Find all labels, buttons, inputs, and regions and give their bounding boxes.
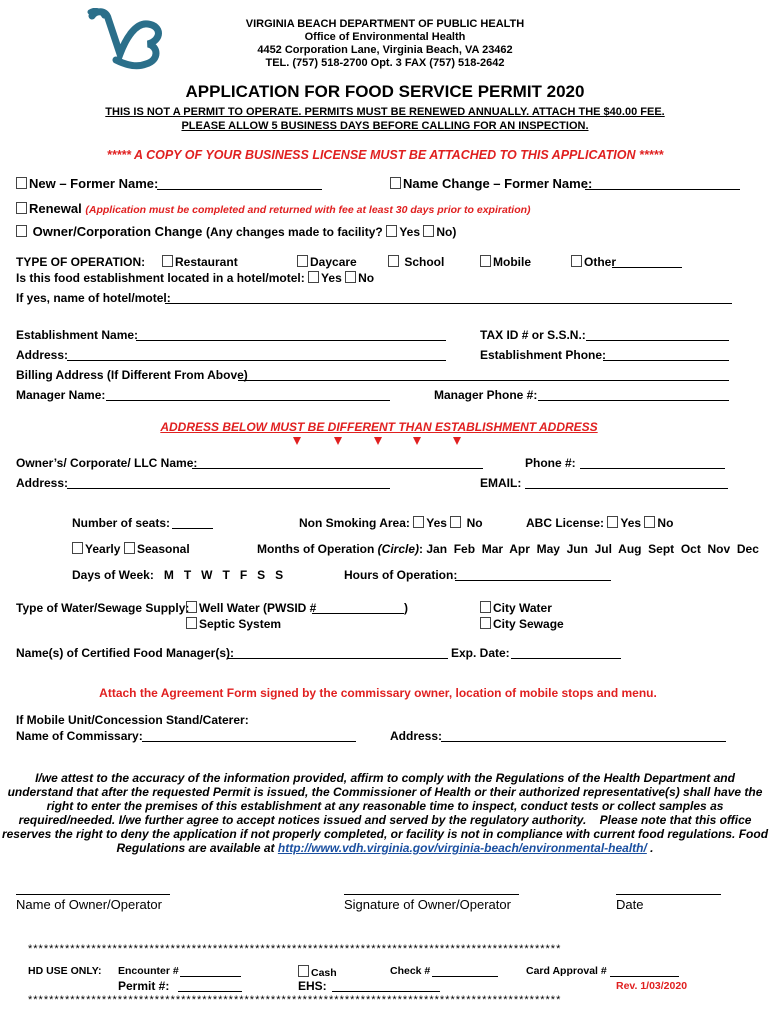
attach-agreement-notice: Attach the Agreement Form signed by the commissary owner, location of mobile stops and menu.: [99, 686, 657, 700]
facility-change-yes-checkbox[interactable]: [386, 225, 397, 237]
name-change-label: Name Change – Former Name:: [390, 176, 592, 191]
notice-inspection: PLEASE ALLOW 5 BUSINESS DAYS BEFORE CALLING FOR AN INSPECTION.: [181, 120, 589, 132]
renewal-label: Renewal (Application must be completed and returned with fee at least 30 days prior to expiration): [16, 201, 531, 216]
address-below-notice: ADDRESS BELOW MUST BE DIFFERENT THAN ESTABLISHMENT ADDRESS: [160, 420, 598, 434]
tax-id-field[interactable]: [586, 340, 729, 341]
establishment-name-label: Establishment Name:: [16, 328, 139, 342]
owner-name-caption: Name of Owner/Operator: [16, 897, 162, 912]
city-sewage-option[interactable]: City Sewage: [480, 617, 564, 631]
hd-use-label: HD USE ONLY:: [28, 965, 102, 977]
owner-address-field[interactable]: [67, 488, 390, 489]
owner-name-signature-field[interactable]: [16, 894, 170, 895]
ehs-field[interactable]: [332, 991, 440, 992]
email-label: EMAIL:: [480, 476, 522, 490]
name-change-checkbox[interactable]: [390, 177, 401, 189]
hotel-yes-checkbox[interactable]: [308, 271, 319, 283]
seats-field[interactable]: [172, 528, 213, 529]
day-list[interactable]: M T W T F S S: [163, 568, 284, 582]
new-former-name-field[interactable]: [157, 189, 322, 190]
owner-name-field[interactable]: [192, 468, 483, 469]
seats-label: Number of seats:: [72, 516, 171, 530]
owner-name-label: Owner’s/ Corporate/ LLC Name:: [16, 456, 198, 470]
tax-id-label: TAX ID # or S.S.N.:: [480, 328, 586, 342]
attest-line-1: I/we attest to the accuracy of the information provided, affirm to comply with the Regulations of the Health Department and: [35, 771, 735, 785]
down-arrow-icon: [374, 437, 382, 445]
owner-change-row: Owner/Corporation Change (Any changes made to facility? Yes No): [16, 224, 456, 239]
hotel-question: Is this food establishment located in a hotel/motel: Yes No: [16, 271, 375, 285]
mobile-checkbox[interactable]: [480, 255, 491, 267]
signature-field[interactable]: [344, 894, 519, 895]
date-field[interactable]: [616, 894, 721, 895]
cash-option[interactable]: Cash: [298, 965, 337, 979]
permit-label: Permit #:: [118, 979, 170, 993]
encounter-field[interactable]: [180, 976, 241, 977]
notice-permit: THIS IS NOT A PERMIT TO OPERATE. PERMITS MUST BE RENEWED ANNUALLY. ATTACH THE $40.00 FEE.: [105, 106, 665, 118]
non-smoking-row: Non Smoking Area: Yes No: [299, 516, 483, 530]
footer-stars-bottom: *****************************************************************************************************: [28, 994, 562, 1006]
cfm-label: Name(s) of Certified Food Manager(s):: [16, 646, 235, 660]
mobile-unit-label: If Mobile Unit/Concession Stand/Caterer:: [16, 713, 249, 727]
attest-line-5: reserves the right to deny the application if not properly completed, or facility is not in compliance with current food regulations. Food: [1, 827, 769, 841]
down-arrow-icon: [293, 437, 301, 445]
establishment-address-field[interactable]: [67, 360, 446, 361]
establishment-name-field[interactable]: [136, 340, 446, 341]
manager-name-label: Manager Name:: [16, 388, 106, 402]
facility-change-no-checkbox[interactable]: [423, 225, 434, 237]
city-water-option[interactable]: City Water: [480, 601, 552, 615]
owner-address-label: Address:: [16, 476, 69, 490]
restaurant-option[interactable]: Restaurant: [162, 255, 238, 269]
page-title: APPLICATION FOR FOOD SERVICE PERMIT 2020: [185, 82, 585, 101]
attest-line-6: Regulations are available at http://www.vdh.virginia.gov/virginia-beach/environmental-health/ .: [116, 841, 654, 855]
hotel-name-field[interactable]: [165, 303, 732, 304]
header-tel: TEL. (757) 518-2700 Opt. 3 FAX (757) 518-2642: [265, 57, 505, 69]
new-checkbox[interactable]: [16, 177, 27, 189]
name-change-field[interactable]: [585, 189, 740, 190]
billing-address-field[interactable]: [238, 380, 729, 381]
seasonal-option[interactable]: Seasonal: [124, 542, 190, 556]
attest-line-3: right to enter the premises of this establishment at any reasonable time to inspect, conduct tests or collect samples as: [46, 799, 724, 813]
license-notice: ***** A COPY OF YOUR BUSINESS LICENSE MUST BE ATTACHED TO THIS APPLICATION *****: [106, 148, 664, 162]
commissary-name-field[interactable]: [142, 741, 356, 742]
header-office: Office of Environmental Health: [304, 31, 466, 43]
hours-field[interactable]: [455, 580, 611, 581]
check-label: Check #: [390, 965, 431, 977]
exp-date-label: Exp. Date:: [451, 646, 510, 660]
city-water-checkbox[interactable]: [480, 601, 491, 613]
restaurant-checkbox[interactable]: [162, 255, 173, 267]
other-field[interactable]: [612, 267, 682, 268]
manager-phone-field[interactable]: [538, 400, 729, 401]
revision-label: Rev. 1/03/2020: [616, 980, 688, 992]
water-label: Type of Water/Sewage Supply:: [16, 601, 190, 615]
renewal-checkbox[interactable]: [16, 202, 27, 214]
billing-address-label: Billing Address (If Different From Above): [16, 368, 248, 382]
commissary-address-label: Address:: [390, 729, 443, 743]
months-row: Months of Operation (Circle): Jan Feb Mar Apr May Jun Jul Aug Sept Oct Nov Dec: [257, 542, 759, 556]
month-list[interactable]: Jan Feb Mar Apr May Jun Jul Aug Sept Oct Nov Dec: [426, 542, 759, 556]
check-field[interactable]: [432, 976, 498, 977]
commissary-address-field[interactable]: [441, 741, 726, 742]
permit-field[interactable]: [178, 991, 242, 992]
manager-name-field[interactable]: [106, 400, 390, 401]
hotel-no-checkbox[interactable]: [345, 271, 356, 283]
daycare-checkbox[interactable]: [297, 255, 308, 267]
signature-caption: Signature of Owner/Operator: [344, 897, 511, 912]
owner-phone-field[interactable]: [580, 468, 725, 469]
abc-no-checkbox[interactable]: [644, 516, 655, 528]
days-row: Days of Week: M T W T F S S: [72, 568, 284, 582]
exp-date-field[interactable]: [511, 658, 621, 659]
type-of-operation-label: TYPE OF OPERATION:: [16, 255, 146, 269]
header-dept: VIRGINIA BEACH DEPARTMENT OF PUBLIC HEALTH: [245, 18, 525, 30]
renewal-note: (Application must be completed and returned with fee at least 30 days prior to expiration): [85, 204, 531, 216]
ehs-label: EHS:: [298, 979, 327, 993]
card-approval-field[interactable]: [610, 976, 679, 977]
abc-yes-checkbox[interactable]: [607, 516, 618, 528]
cash-checkbox[interactable]: [298, 965, 309, 977]
down-arrow-icon: [413, 437, 421, 445]
other-option[interactable]: Other: [571, 255, 616, 269]
encounter-label: Encounter #: [118, 965, 179, 977]
hours-label: Hours of Operation:: [344, 568, 458, 582]
down-arrow-icon: [453, 437, 461, 445]
seasonal-checkbox[interactable]: [124, 542, 135, 554]
email-field[interactable]: [525, 488, 728, 489]
septic-option[interactable]: Septic System: [186, 617, 281, 631]
commissary-name-label: Name of Commissary:: [16, 729, 143, 743]
establishment-phone-field[interactable]: [603, 360, 729, 361]
well-water-checkbox[interactable]: [186, 601, 197, 613]
new-former-name-label: New – Former Name:: [16, 176, 158, 191]
card-approval-label: Card Approval #: [526, 965, 607, 977]
owner-change-checkbox[interactable]: [16, 225, 27, 237]
yearly-checkbox[interactable]: [72, 542, 83, 554]
header-address: 4452 Corporation Lane, Virginia Beach, VA 23462: [257, 44, 513, 56]
hotel-name-label: If yes, name of hotel/motel:: [16, 291, 171, 305]
establishment-address-label: Address:: [16, 348, 69, 362]
cfm-field[interactable]: [228, 658, 448, 659]
owner-phone-label: Phone #:: [525, 456, 576, 470]
establishment-phone-label: Establishment Phone:: [480, 348, 607, 362]
footer-stars-top: *****************************************************************************************************: [28, 943, 562, 955]
abc-license-row: ABC License: Yes No: [526, 516, 674, 530]
non-smoking-no-checkbox[interactable]: [450, 516, 461, 528]
yearly-option[interactable]: Yearly: [72, 542, 120, 556]
city-sewage-checkbox[interactable]: [480, 617, 491, 629]
daycare-option[interactable]: Daycare: [297, 255, 357, 269]
attest-line-4: required/needed. I/we further agree to accept notices issued and served by the regulatory authority. Please note that this office: [18, 813, 752, 827]
well-water-option[interactable]: Well Water (PWSID #: [186, 601, 316, 615]
mobile-option[interactable]: Mobile: [480, 255, 531, 269]
school-option[interactable]: School: [388, 255, 444, 269]
pwsid-field[interactable]: [312, 613, 404, 614]
attest-line-2: understand that after the requested Permit is issued, the Commissioner of Health or their authorized representative(s) shall have the: [7, 785, 763, 799]
school-checkbox[interactable]: [388, 255, 399, 267]
down-arrow-icon: [334, 437, 342, 445]
date-caption: Date: [616, 897, 644, 912]
regulations-link[interactable]: http://www.vdh.virginia.gov/virginia-beach/environmental-health/: [277, 841, 647, 855]
other-checkbox[interactable]: [571, 255, 582, 267]
manager-phone-label: Manager Phone #:: [434, 388, 538, 402]
septic-checkbox[interactable]: [186, 617, 197, 629]
non-smoking-yes-checkbox[interactable]: [413, 516, 424, 528]
